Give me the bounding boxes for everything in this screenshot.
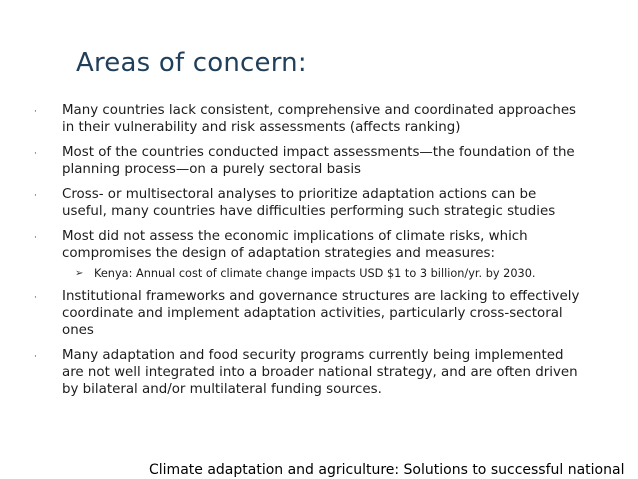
sub-bullet-text: Kenya: Annual cost of climate change impacts USD $1 to 3 billion/yr. by 2030. (94, 267, 536, 280)
bullet-text: Many countries lack consistent, comprehensive and coordinated approaches in their vulnerability and risk assessments (affects ranking) (62, 103, 577, 135)
sub-bullet-arrow-icon: ➢ (75, 268, 84, 279)
bullet-item (0, 102, 582, 136)
bullet-marker: · (34, 352, 37, 362)
bullet-marker: · (34, 233, 37, 243)
bullet-item (0, 144, 582, 178)
bullet-marker: · (34, 107, 37, 117)
bullet-text: Cross- or multisectoral analyses to prioritize adaptation actions can be useful, many countries have difficulties performing such strategic studies (62, 187, 556, 219)
bullet-marker: · (34, 191, 37, 201)
bullet-item (0, 347, 582, 398)
sub-bullet-item (0, 266, 614, 281)
footer-caption: Climate adaptation and agriculture: Solutions to successful national (149, 462, 625, 478)
bullet-marker: · (34, 149, 37, 159)
bullet-text: Most did not assess the economic implications of climate risks, which compromises the design of adaptation strategies and measures: (62, 229, 528, 261)
bullet-text: Institutional frameworks and governance structures are lacking to effectively coordinate and implement adaptation activities, particularly cross-sectoral ones (62, 289, 580, 338)
bullet-text: Most of the countries conducted impact assessments—the foundation of the planning process—on a purely sectoral basis (62, 145, 575, 177)
slide-title: Areas of concern: (76, 48, 307, 78)
bullet-text: Many adaptation and food security programs currently being implemented are not well integrated into a broader national strategy, and are often driven by bilateral and/or multilateral funding sources. (62, 348, 578, 397)
bullet-list (0, 102, 638, 406)
bullet-item (0, 228, 582, 262)
bullet-item (0, 288, 582, 339)
bullet-item (0, 186, 582, 220)
bullet-marker: · (34, 293, 37, 303)
